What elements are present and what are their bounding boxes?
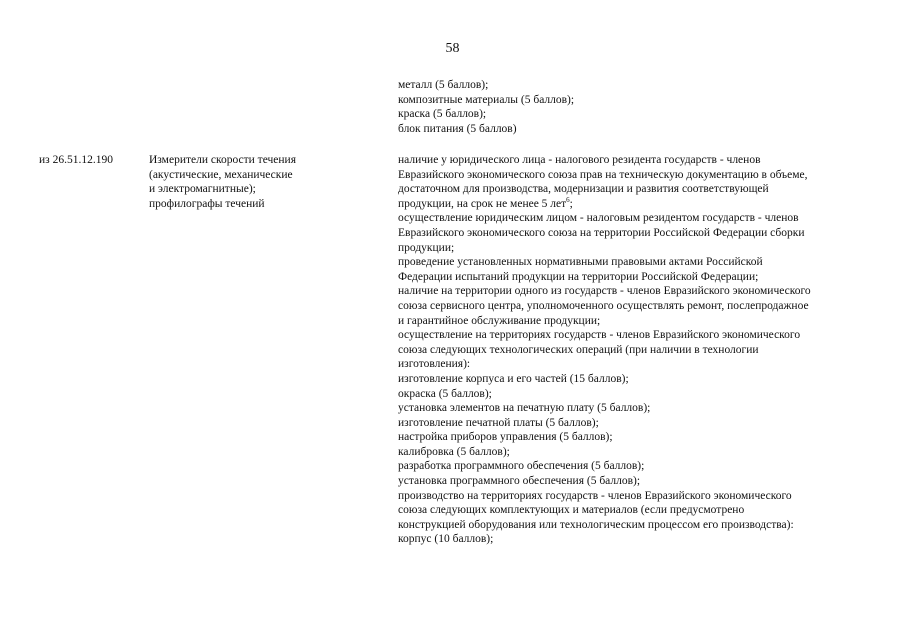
product-name-line: (акустические, механические [149,168,293,181]
requirement-line: Евразийского экономического союза на территории Российской Федерации сборки [398,226,805,239]
page-number: 58 [445,41,460,56]
requirement-line: достаточном для производства, модернизации и развития соответствующей [398,183,769,196]
requirement-line: Евразийского экономического союза прав на техническую документацию в объеме, [398,168,808,181]
requirement-text: продукции, на срок не менее 5 лет [398,197,567,210]
continued-item: краска (5 баллов); [398,108,487,121]
requirement-line: настройка приборов управления (5 баллов); [398,431,613,444]
requirements [398,153,811,547]
requirement-line: наличие у юридического лица - налогового резидента государств - членов [398,154,761,166]
requirement-line: изготовление печатной платы (5 баллов); [398,416,599,429]
requirement-line: союза следующих технологических операций (при наличии в технологии [398,343,759,356]
continued-item: композитные материалы (5 баллов); [398,93,575,106]
continued-item: блок питания (5 баллов) [398,122,517,135]
product-name-line: Измерители скорости течения [149,154,297,166]
requirement-line: изготовления): [398,358,471,371]
footnote-mark: 6 [566,195,570,204]
requirement-line: Федерации испытаний продукции на территории Российской Федерации; [398,270,759,283]
requirement-line: продукции; [398,241,455,254]
requirement-line: осуществление на территориях государств - членов Евразийского экономического [398,329,801,342]
requirement-line: наличие на территории одного из государств - членов Евразийского экономического [398,285,811,298]
requirement-line: установка элементов на печатную плату (5 баллов); [398,402,651,415]
product-name-line: профилографы течений [149,197,265,210]
continued-items [398,78,574,136]
requirement-line: разработка программного обеспечения (5 баллов); [398,460,645,473]
continued-item: металл (5 баллов); [398,79,489,91]
requirement-line: окраска (5 баллов); [398,387,492,400]
requirement-line: производство на территориях государств - членов Евразийского экономического [398,489,792,502]
product-code: из 26.51.12.190 [39,154,113,166]
footnote-tail: ; [569,197,573,210]
requirement-line: осуществление юридическим лицом - налоговым резидентом государств - членов [398,212,799,225]
requirement-line: изготовление корпуса и его частей (15 баллов); [398,372,629,385]
requirement-line: проведение установленных нормативными правовыми актами Российской [398,256,763,269]
product-name-line: и электромагнитные); [149,183,256,196]
requirement-line: союза сервисного центра, уполномоченного осуществлять ремонт, послепродажное [398,299,809,312]
requirement-line: и гарантийное обслуживание продукции; [398,314,601,327]
requirement-line: союза следующих комплектующих и материалов (если предусмотрено [398,504,745,517]
product-name [149,153,296,211]
requirement-line-with-footnote [398,197,811,212]
requirement-line: конструкцией оборудования или технологическим процессом его производства): [398,518,794,531]
requirement-line: корпус (10 баллов); [398,533,494,546]
requirement-line: установка программного обеспечения (5 баллов); [398,475,641,488]
requirement-line: калибровка (5 баллов); [398,445,510,458]
